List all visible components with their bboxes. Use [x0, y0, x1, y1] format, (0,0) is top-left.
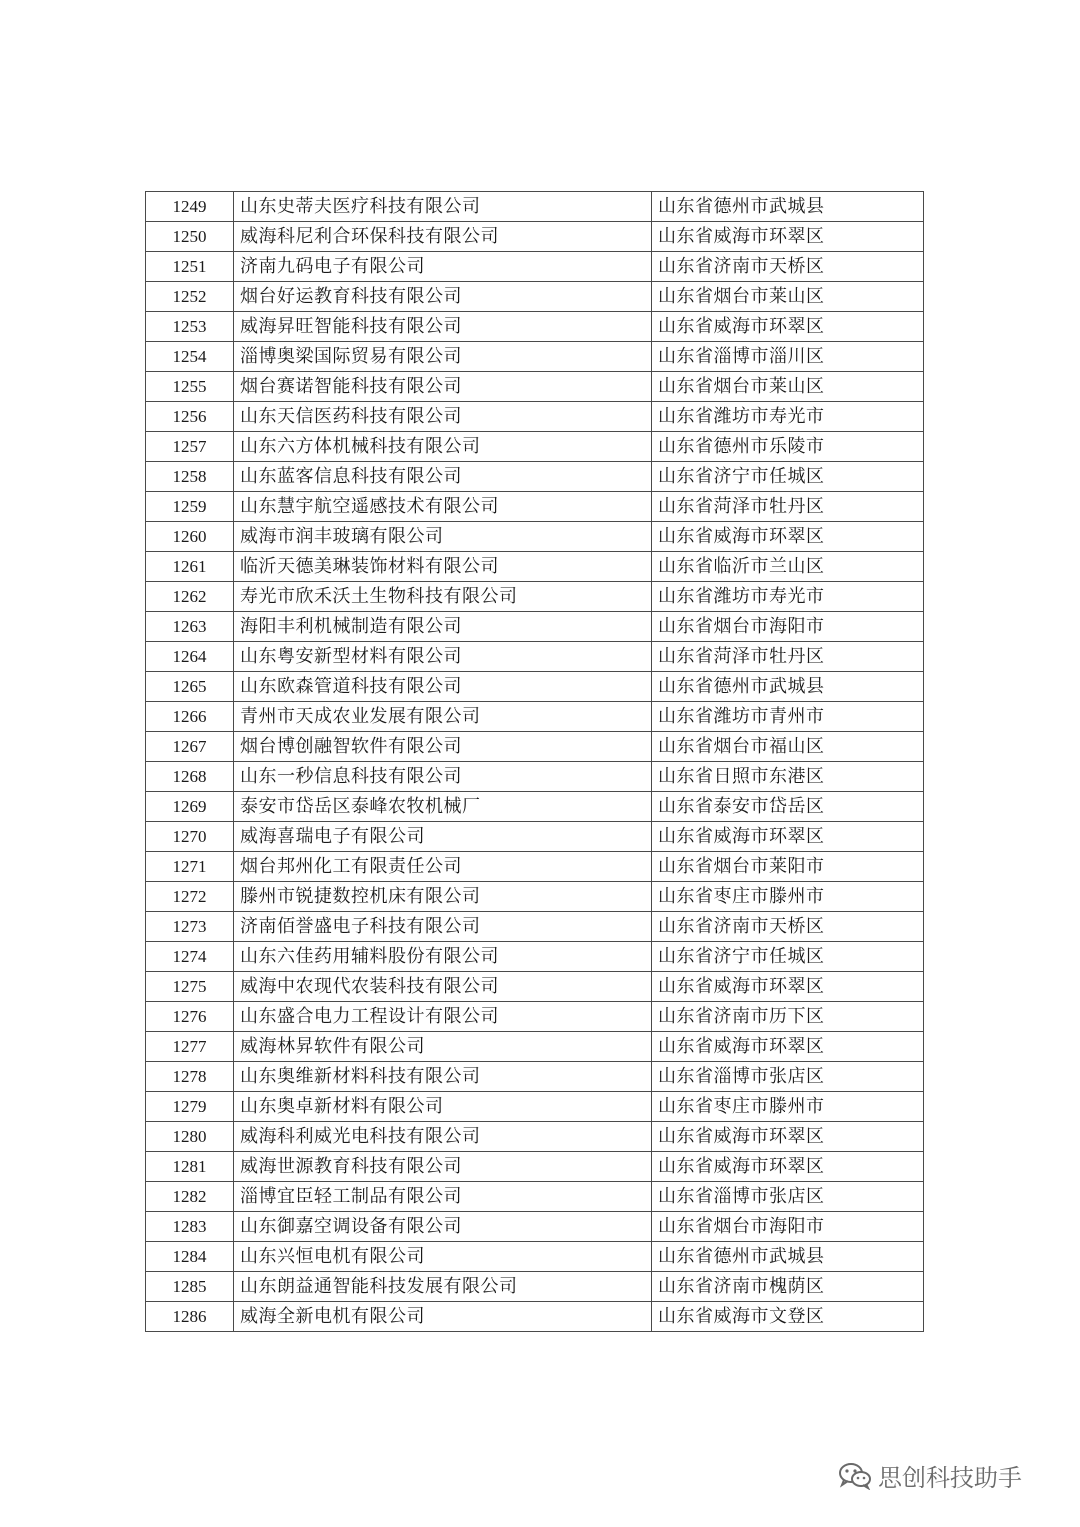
- company-name: 威海中农现代农装科技有限公司: [234, 972, 652, 1002]
- table-row: [146, 912, 924, 942]
- row-number: 1269: [146, 792, 234, 822]
- row-number: 1278: [146, 1062, 234, 1092]
- table-row: [146, 342, 924, 372]
- company-table: [145, 191, 924, 1332]
- row-number: 1252: [146, 282, 234, 312]
- company-location: 山东省威海市环翠区: [652, 1152, 924, 1182]
- table-row: [146, 1272, 924, 1302]
- row-number: 1258: [146, 462, 234, 492]
- row-number: 1286: [146, 1302, 234, 1332]
- row-number: 1264: [146, 642, 234, 672]
- table-row: [146, 1032, 924, 1062]
- company-location: 山东省烟台市莱山区: [652, 282, 924, 312]
- company-name: 威海市润丰玻璃有限公司: [234, 522, 652, 552]
- table-row: [146, 372, 924, 402]
- row-number: 1285: [146, 1272, 234, 1302]
- table-row: [146, 402, 924, 432]
- company-location: 山东省威海市环翠区: [652, 222, 924, 252]
- company-location: 山东省德州市武城县: [652, 672, 924, 702]
- company-name: 寿光市欣禾沃土生物科技有限公司: [234, 582, 652, 612]
- company-name: 淄博奥梁国际贸易有限公司: [234, 342, 652, 372]
- company-location: 山东省潍坊市青州市: [652, 702, 924, 732]
- table-row: [146, 732, 924, 762]
- table-row: [146, 612, 924, 642]
- wechat-icon: [838, 1462, 872, 1490]
- table-row: [146, 882, 924, 912]
- row-number: 1263: [146, 612, 234, 642]
- company-location: 山东省济宁市任城区: [652, 462, 924, 492]
- company-location: 山东省枣庄市滕州市: [652, 882, 924, 912]
- company-location: 山东省淄博市张店区: [652, 1182, 924, 1212]
- row-number: 1281: [146, 1152, 234, 1182]
- company-location: 山东省日照市东港区: [652, 762, 924, 792]
- company-location: 山东省威海市环翠区: [652, 1122, 924, 1152]
- row-number: 1262: [146, 582, 234, 612]
- table-row: [146, 1062, 924, 1092]
- row-number: 1280: [146, 1122, 234, 1152]
- watermark: [838, 1458, 1022, 1493]
- company-name: 山东欧森管道科技有限公司: [234, 672, 652, 702]
- row-number: 1253: [146, 312, 234, 342]
- company-name: 山东史蒂夫医疗科技有限公司: [234, 192, 652, 222]
- table-row: [146, 582, 924, 612]
- company-location: 山东省威海市文登区: [652, 1302, 924, 1332]
- table-row: [146, 972, 924, 1002]
- company-name: 威海世源教育科技有限公司: [234, 1152, 652, 1182]
- table-row: [146, 672, 924, 702]
- table-row: [146, 312, 924, 342]
- company-location: 山东省潍坊市寿光市: [652, 402, 924, 432]
- company-name: 山东奥卓新材料有限公司: [234, 1092, 652, 1122]
- table-row: [146, 432, 924, 462]
- table-row: [146, 852, 924, 882]
- company-location: 山东省烟台市海阳市: [652, 1212, 924, 1242]
- table-row: [146, 222, 924, 252]
- company-location: 山东省菏泽市牡丹区: [652, 642, 924, 672]
- company-location: 山东省泰安市岱岳区: [652, 792, 924, 822]
- table-row: [146, 942, 924, 972]
- company-name: 山东奥维新材料科技有限公司: [234, 1062, 652, 1092]
- company-location: 山东省淄博市淄川区: [652, 342, 924, 372]
- table-row: [146, 282, 924, 312]
- company-name: 山东盛合电力工程设计有限公司: [234, 1002, 652, 1032]
- company-name: 临沂天德美琳装饰材料有限公司: [234, 552, 652, 582]
- company-location: 山东省济南市历下区: [652, 1002, 924, 1032]
- row-number: 1251: [146, 252, 234, 282]
- company-location: 山东省淄博市张店区: [652, 1062, 924, 1092]
- company-location: 山东省威海市环翠区: [652, 312, 924, 342]
- table-row: [146, 1302, 924, 1332]
- company-location: 山东省威海市环翠区: [652, 822, 924, 852]
- company-name: 威海科利威光电科技有限公司: [234, 1122, 652, 1152]
- company-location: 山东省德州市武城县: [652, 192, 924, 222]
- company-name: 山东御嘉空调设备有限公司: [234, 1212, 652, 1242]
- row-number: 1260: [146, 522, 234, 552]
- company-name: 山东朗益通智能科技发展有限公司: [234, 1272, 652, 1302]
- company-name: 泰安市岱岳区泰峰农牧机械厂: [234, 792, 652, 822]
- row-number: 1274: [146, 942, 234, 972]
- company-name: 山东兴恒电机有限公司: [234, 1242, 652, 1272]
- company-location: 山东省潍坊市寿光市: [652, 582, 924, 612]
- row-number: 1267: [146, 732, 234, 762]
- row-number: 1275: [146, 972, 234, 1002]
- company-name: 山东慧宇航空遥感技术有限公司: [234, 492, 652, 522]
- row-number: 1272: [146, 882, 234, 912]
- company-name: 烟台邦州化工有限责任公司: [234, 852, 652, 882]
- company-location: 山东省烟台市莱阳市: [652, 852, 924, 882]
- table-row: [146, 822, 924, 852]
- row-number: 1283: [146, 1212, 234, 1242]
- row-number: 1282: [146, 1182, 234, 1212]
- company-name: 山东一秒信息科技有限公司: [234, 762, 652, 792]
- company-name: 山东粤安新型材料有限公司: [234, 642, 652, 672]
- table-row: [146, 462, 924, 492]
- company-name: 山东蓝客信息科技有限公司: [234, 462, 652, 492]
- table-row: [146, 1152, 924, 1182]
- row-number: 1256: [146, 402, 234, 432]
- row-number: 1257: [146, 432, 234, 462]
- row-number: 1266: [146, 702, 234, 732]
- table-row: [146, 1182, 924, 1212]
- row-number: 1259: [146, 492, 234, 522]
- table-row: [146, 522, 924, 552]
- company-name: 济南九码电子有限公司: [234, 252, 652, 282]
- company-name: 济南佰誉盛电子科技有限公司: [234, 912, 652, 942]
- company-name: 烟台赛诺智能科技有限公司: [234, 372, 652, 402]
- company-name: 威海全新电机有限公司: [234, 1302, 652, 1332]
- company-name: 烟台好运教育科技有限公司: [234, 282, 652, 312]
- company-name: 烟台博创融智软件有限公司: [234, 732, 652, 762]
- table-row: [146, 1092, 924, 1122]
- company-location: 山东省威海市环翠区: [652, 972, 924, 1002]
- table-row: [146, 1122, 924, 1152]
- company-name: 海阳丰利机械制造有限公司: [234, 612, 652, 642]
- watermark-text: 思创科技助手: [878, 1464, 1022, 1492]
- company-name: 滕州市锐捷数控机床有限公司: [234, 882, 652, 912]
- company-location: 山东省济南市天桥区: [652, 252, 924, 282]
- row-number: 1254: [146, 342, 234, 372]
- company-location: 山东省枣庄市滕州市: [652, 1092, 924, 1122]
- company-name: 山东六方体机械科技有限公司: [234, 432, 652, 462]
- company-location: 山东省烟台市海阳市: [652, 612, 924, 642]
- row-number: 1270: [146, 822, 234, 852]
- row-number: 1261: [146, 552, 234, 582]
- table-row: [146, 762, 924, 792]
- row-number: 1273: [146, 912, 234, 942]
- company-location: 山东省德州市乐陵市: [652, 432, 924, 462]
- table-row: [146, 192, 924, 222]
- row-number: 1279: [146, 1092, 234, 1122]
- row-number: 1255: [146, 372, 234, 402]
- row-number: 1284: [146, 1242, 234, 1272]
- company-name: 山东天信医药科技有限公司: [234, 402, 652, 432]
- company-location: 山东省济南市槐荫区: [652, 1272, 924, 1302]
- company-location: 山东省烟台市福山区: [652, 732, 924, 762]
- row-number: 1271: [146, 852, 234, 882]
- company-name: 青州市天成农业发展有限公司: [234, 702, 652, 732]
- row-number: 1265: [146, 672, 234, 702]
- company-location: 山东省烟台市莱山区: [652, 372, 924, 402]
- table-row: [146, 642, 924, 672]
- company-location: 山东省济南市天桥区: [652, 912, 924, 942]
- table-row: [146, 252, 924, 282]
- company-name: 威海昇旺智能科技有限公司: [234, 312, 652, 342]
- table-row: [146, 1002, 924, 1032]
- company-name: 山东六佳药用辅料股份有限公司: [234, 942, 652, 972]
- company-location: 山东省菏泽市牡丹区: [652, 492, 924, 522]
- company-location: 山东省威海市环翠区: [652, 1032, 924, 1062]
- row-number: 1277: [146, 1032, 234, 1062]
- table-row: [146, 702, 924, 732]
- company-location: 山东省威海市环翠区: [652, 522, 924, 552]
- company-location: 山东省济宁市任城区: [652, 942, 924, 972]
- table-row: [146, 492, 924, 522]
- company-name: 淄博宜臣轻工制品有限公司: [234, 1182, 652, 1212]
- company-table-body: [146, 192, 924, 1332]
- company-name: 威海林昇软件有限公司: [234, 1032, 652, 1062]
- table-row: [146, 1212, 924, 1242]
- row-number: 1250: [146, 222, 234, 252]
- company-name: 威海科尼利合环保科技有限公司: [234, 222, 652, 252]
- table-row: [146, 1242, 924, 1272]
- table-row: [146, 552, 924, 582]
- company-name: 威海喜瑞电子有限公司: [234, 822, 652, 852]
- company-location: 山东省德州市武城县: [652, 1242, 924, 1272]
- row-number: 1268: [146, 762, 234, 792]
- row-number: 1249: [146, 192, 234, 222]
- table-row: [146, 792, 924, 822]
- company-location: 山东省临沂市兰山区: [652, 552, 924, 582]
- row-number: 1276: [146, 1002, 234, 1032]
- company-table-container: [145, 191, 923, 1332]
